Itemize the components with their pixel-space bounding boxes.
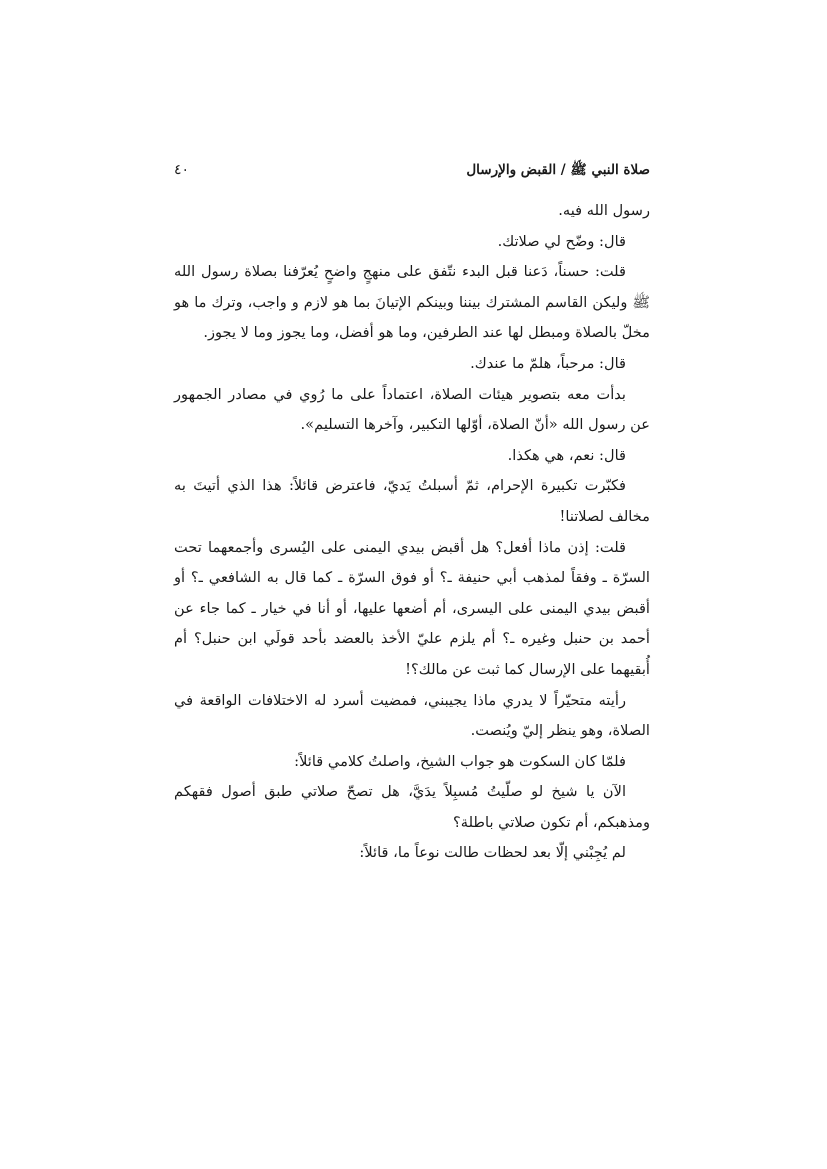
paragraph: قال: وضّح لي صلاتك. — [497, 232, 626, 250]
paragraph-continuation: رسول الله فيه. — [558, 202, 650, 219]
body-text — [174, 196, 650, 869]
paragraph: قلت: حسناً، دَعنا قبل البدء نتّفق على منهجٍ واضحٍ يُعرّفنا بصلاة رسول الله ﷺ وليكن القاسم المشترك بيننا وبينكم الإتيانَ بما هو لازم و واجب، وترك ما هو مخلّ بالصلاة ومبطل لها عند الطرفين، وما هو أفضل، وما يجوز وما لا يجوز. — [174, 263, 650, 342]
page-number: ٤٠ — [174, 162, 190, 178]
paragraph: قال: نعم، هي هكذا. — [507, 446, 626, 464]
header-title: صلاة النبي ﷺ / القبض والإرسال — [466, 162, 650, 178]
paragraph: فكبّرت تكبيرة الإحرام، ثمّ أسبلتُ يَديّ، فاعترض قائلاً: هذا الذي أتيتَ به مخالف لصلاتنا! — [174, 477, 650, 525]
paragraph: فلمّا كان السكوت هو جواب الشيخ، واصلتُ كلامي قائلاً: — [294, 752, 626, 770]
paragraph: قال: مرحباً، هلمّ ما عندك. — [470, 354, 626, 372]
paragraph: رأيته متحيّراً لا يدري ماذا يجيبني، فمضيت أسرد له الاختلافات الواقعة في الصلاة، وهو ينظر إليّ ويُنصت. — [174, 691, 650, 740]
paragraph: قلت: إذن ماذا أفعل؟ هل أقبض بيدي اليمنى على اليُسرى وأجمعهما تحت السرّة ـ وفقاً لمذهب أبي حنيفة ـ؟ أو فوق السرّة ـ كما قال به الشافعي ـ؟ أو أقبض بيدي اليمنى على اليسرى، أم أضعها عليها، أو أنا في خيار ـ كما جاء عن أحمد بن حنبل وغيره ـ؟ أم يلزم عليّ الأخذ بالعضد بأحد قولَي ابن حنبل؟ أم أُبقيهما على الإرسال كما ثبت عن مالك؟! — [174, 538, 650, 678]
running-header — [174, 156, 650, 184]
paragraph: الآن يا شيخ لو صلّيتُ مُسبِلاً يدَيَّ، هل تصحّ صلاتي طبق أصول فقهكم ومذهبكم، أم تكون صلاتي باطلة؟ — [174, 783, 650, 831]
paragraph: لم يُجِبْني إلّا بعد لحظات طالت نوعاً ما، قائلاً: — [359, 844, 626, 862]
paragraph: بدأت معه بتصوير هيئات الصلاة، اعتماداً على ما رُوي في مصادر الجمهور عن رسول الله «أنّ الصلاة، أوّلها التكبير، وآخرها التسليم». — [174, 385, 650, 434]
